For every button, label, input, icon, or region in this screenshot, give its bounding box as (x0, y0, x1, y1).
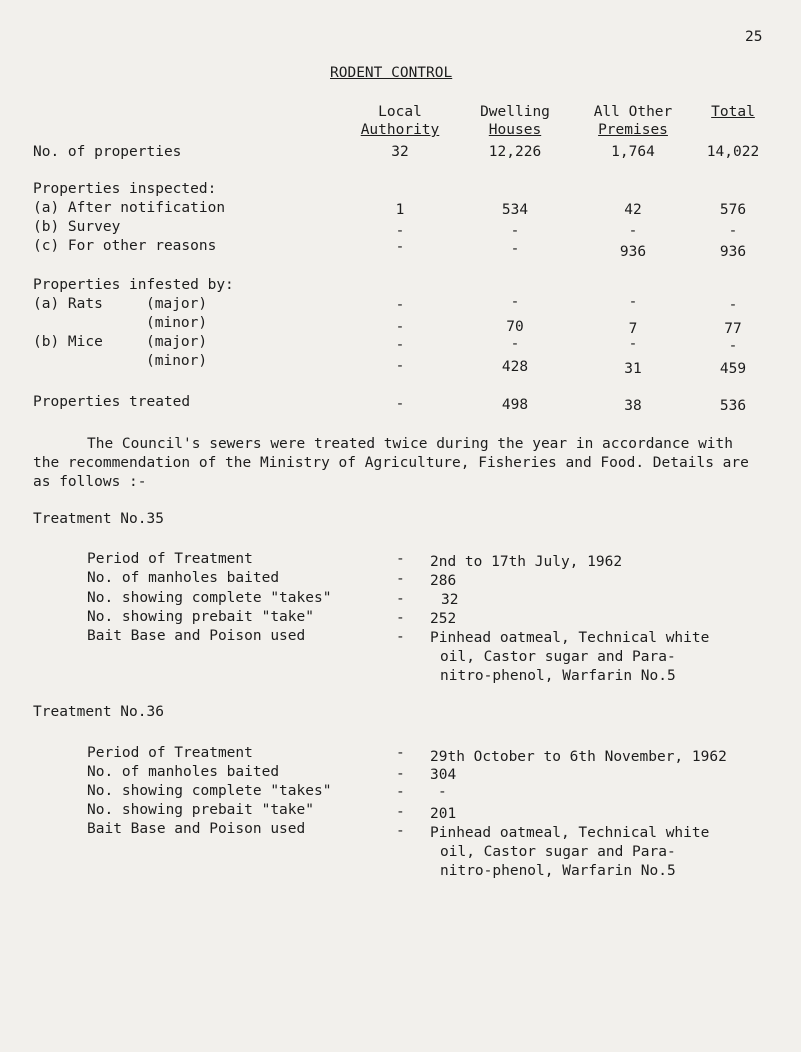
detail-label: No. showing prebait "take" (87, 802, 314, 818)
detail-dash: - (396, 551, 405, 567)
cell-value: 31 (624, 361, 642, 377)
cell-value: - (395, 337, 405, 353)
row-sub-label: (major) (146, 296, 208, 312)
col-header-line2: Total (711, 104, 755, 120)
cell-value: - (395, 319, 405, 335)
cell-value: - (510, 241, 520, 257)
detail-value: 32 (441, 592, 459, 608)
detail-value-line: Pinhead oatmeal, Technical white (430, 825, 710, 841)
cell-value: - (395, 223, 405, 239)
detail-dash: - (396, 745, 405, 761)
detail-dash: - (396, 804, 405, 820)
detail-label: Period of Treatment (87, 551, 253, 567)
cell-value: - (628, 336, 638, 352)
col-header-line2: Premises (598, 122, 668, 138)
treatment-heading: Treatment No.35 (33, 511, 164, 527)
detail-dash: - (396, 823, 405, 839)
cell-value: - (728, 338, 738, 354)
detail-dash: - (396, 784, 405, 800)
detail-dash: - (396, 571, 405, 587)
cell-value: - (510, 294, 520, 310)
cell-value: 70 (506, 319, 524, 335)
detail-value-line: Pinhead oatmeal, Technical white (430, 630, 710, 646)
page-number: 25 (745, 29, 763, 45)
cell-value: - (395, 239, 405, 255)
detail-value-multiline (430, 629, 709, 686)
cell-value: 936 (719, 244, 747, 260)
detail-label: Bait Base and Poison used (87, 628, 306, 644)
detail-value: - (438, 784, 447, 800)
section-heading-inspected: Properties inspected: (33, 181, 217, 197)
row-label: (b) Survey (33, 219, 121, 235)
intro-paragraph: The Council's sewers were treated twice during the year in accordance with the recommendation of the Ministry of Agriculture, Fisheries and Food. Details are as follows :- (33, 436, 749, 490)
row-group-label: (a) Rats (33, 296, 103, 312)
cell-value: - (510, 223, 520, 239)
detail-dash: - (396, 629, 405, 645)
col-header-line2: Authority (360, 122, 440, 138)
cell-value: - (728, 297, 738, 313)
cell-value: 534 (501, 202, 529, 218)
col-header-line1: Local (378, 104, 422, 120)
row-sub-label: (major) (146, 334, 208, 350)
row-label: (a) After notification (33, 200, 226, 216)
cell-value: - (395, 358, 405, 374)
detail-label: No. showing complete "takes" (87, 783, 332, 799)
detail-label: No. of manholes baited (87, 570, 280, 586)
page-title: RODENT CONTROL (330, 65, 453, 81)
cell-value: 77 (724, 321, 742, 337)
detail-label: No. showing complete "takes" (87, 590, 332, 606)
detail-value-multiline (430, 824, 709, 881)
detail-value: 252 (430, 611, 457, 627)
detail-value-line: nitro-phenol, Warfarin No.5 (440, 863, 676, 879)
cell-value: 498 (501, 397, 529, 413)
cell-value: 1 (395, 202, 405, 218)
col-header-total (698, 103, 768, 121)
row-label-no-of-properties: No. of properties (33, 144, 182, 160)
cell-value: - (628, 294, 638, 310)
detail-value-line: oil, Castor sugar and Para- (440, 649, 676, 665)
row-label-properties-treated: Properties treated (33, 394, 191, 410)
detail-value-line: oil, Castor sugar and Para- (440, 844, 676, 860)
cell-value: 536 (719, 398, 747, 414)
detail-label: No. showing prebait "take" (87, 609, 314, 625)
detail-value: 2nd to 17th July, 1962 (430, 554, 623, 570)
col-header-line2: Houses (488, 122, 542, 138)
detail-dash: - (396, 610, 405, 626)
col-header-line1: Dwelling (480, 104, 550, 120)
cell-value: 32 (391, 144, 409, 160)
detail-value: 304 (430, 767, 457, 783)
col-header-line1: All Other (593, 104, 673, 120)
cell-value: - (395, 396, 405, 412)
section-heading-infested: Properties infested by: (33, 277, 234, 293)
cell-value: 576 (719, 202, 747, 218)
detail-dash: - (396, 766, 405, 782)
detail-value-line: nitro-phenol, Warfarin No.5 (440, 668, 676, 684)
cell-value: - (728, 223, 738, 239)
cell-value: 428 (501, 359, 529, 375)
row-group-label: (b) Mice (33, 334, 103, 350)
cell-value: 12,226 (488, 144, 542, 160)
cell-value: 38 (624, 398, 642, 414)
detail-dash: - (396, 591, 405, 607)
cell-value: 459 (719, 361, 747, 377)
cell-value: - (395, 297, 405, 313)
cell-value: 936 (619, 244, 647, 260)
cell-value: 1,764 (611, 144, 655, 160)
detail-value: 201 (430, 806, 457, 822)
row-label: (c) For other reasons (33, 238, 217, 254)
row-sub-label: (minor) (146, 315, 208, 331)
detail-value: 286 (430, 573, 457, 589)
cell-value: 42 (624, 202, 642, 218)
cell-value: - (510, 336, 520, 352)
col-header-all-other-premises (578, 103, 688, 139)
detail-label: Period of Treatment (87, 745, 253, 761)
detail-label: No. of manholes baited (87, 764, 280, 780)
treatment-heading: Treatment No.36 (33, 704, 164, 720)
cell-value: 7 (628, 321, 638, 337)
col-header-dwelling-houses (460, 103, 570, 139)
row-sub-label: (minor) (146, 353, 208, 369)
detail-label: Bait Base and Poison used (87, 821, 306, 837)
col-header-local-authority (345, 103, 455, 139)
cell-value: - (628, 223, 638, 239)
cell-value: 14,022 (706, 144, 760, 160)
detail-value: 29th October to 6th November, 1962 (430, 749, 727, 765)
